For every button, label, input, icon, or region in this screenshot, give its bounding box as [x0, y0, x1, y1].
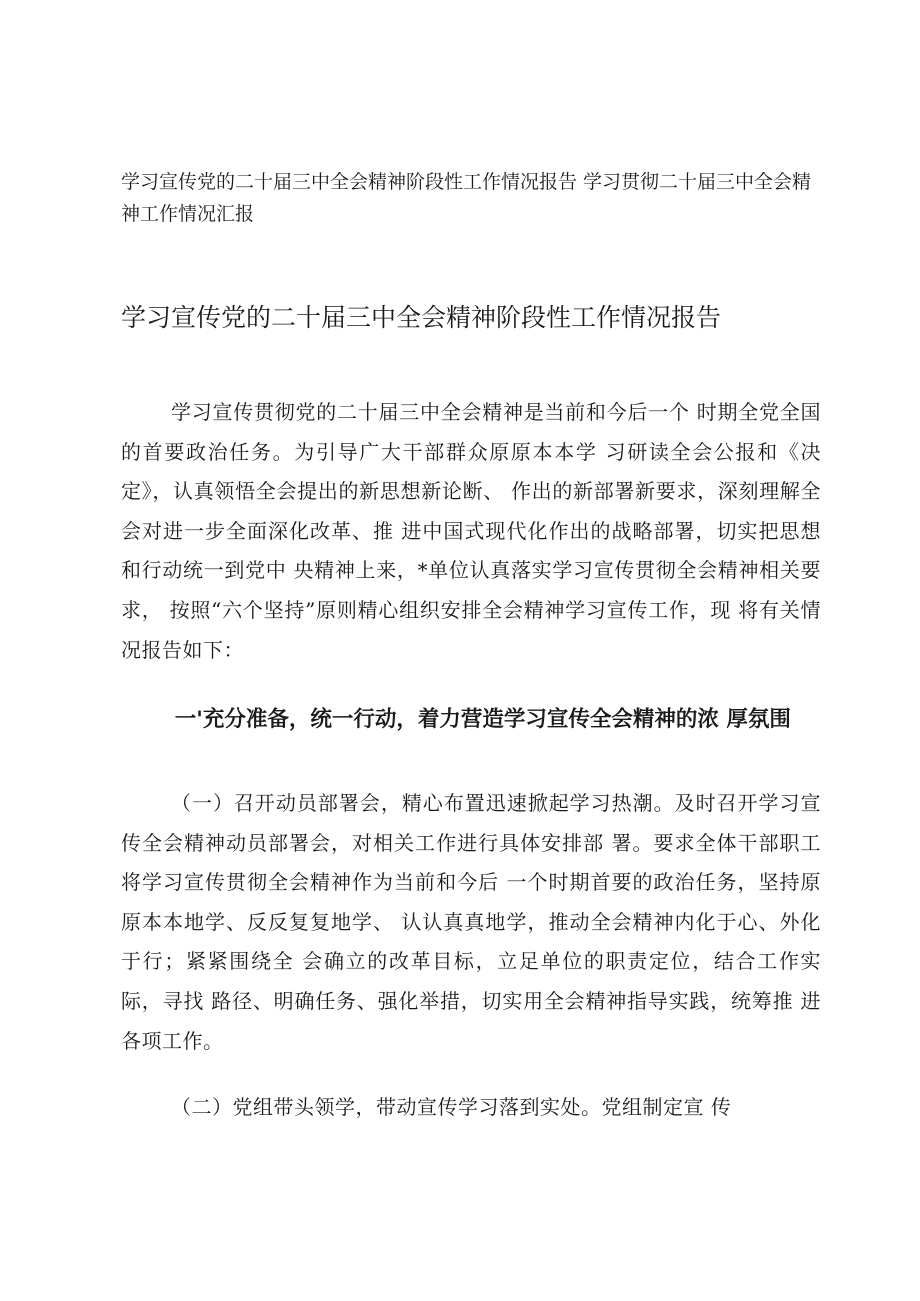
document-title: 学习宣传党的二十届三中全会精神阶段性工作情况报告 [121, 303, 722, 332]
section-heading: 一'充分准备，统一行动，着力营造学习宣传全会精神的浓 厚氛围 [174, 707, 791, 732]
intro-paragraph: 学习宣传贯彻党的二十届三中全会精神是当前和今后一个 时期全党全国的首要政治任务。为引导广大干部群众原原本本学 习研读全会公报和《决定》，认真领悟全会提出的新思想新论断、 作出的新部署新要求，深刻理解全会对进一步全面深化改革、推 进中国式现代化作出的战略部署，切实把思想和行动统一到党中 央精神上来，*单位认真落实学习宣传贯彻全会精神相关要求， 按照“六个坚持”原则精心组织安排全会精神学习宣传工作，现 将有关情况报告如下： [121, 400, 821, 662]
item-one-paragraph: （一）召开动员部署会，精心布置迅速掀起学习热潮。及时召开学习宣传全会精神动员部署会，对相关工作进行具体安排部 署。要求全体干部职工将学习宣传贯彻全会精神作为当前和今后 一个时期首要的政治任务，坚持原原本本地学、反反复复地学、 认认真真地学，推动全会精神内化于心、外化于行；紧紧围绕全 会确立的改革目标，立足单位的职责定位，结合工作实际，寻找 路径、明确任务、强化举措，切实用全会精神指导实践，统筹推 进各项工作。 [121, 791, 821, 1053]
item-two-paragraph: （二）党组带头领学，带动宣传学习落到实处。党组制定宣 传 [171, 1095, 732, 1119]
document-header: 学习宣传党的二十届三中全会精神阶段性工作情况报告 学习贯彻二十届三中全会精神工作情况汇报 [121, 171, 812, 225]
